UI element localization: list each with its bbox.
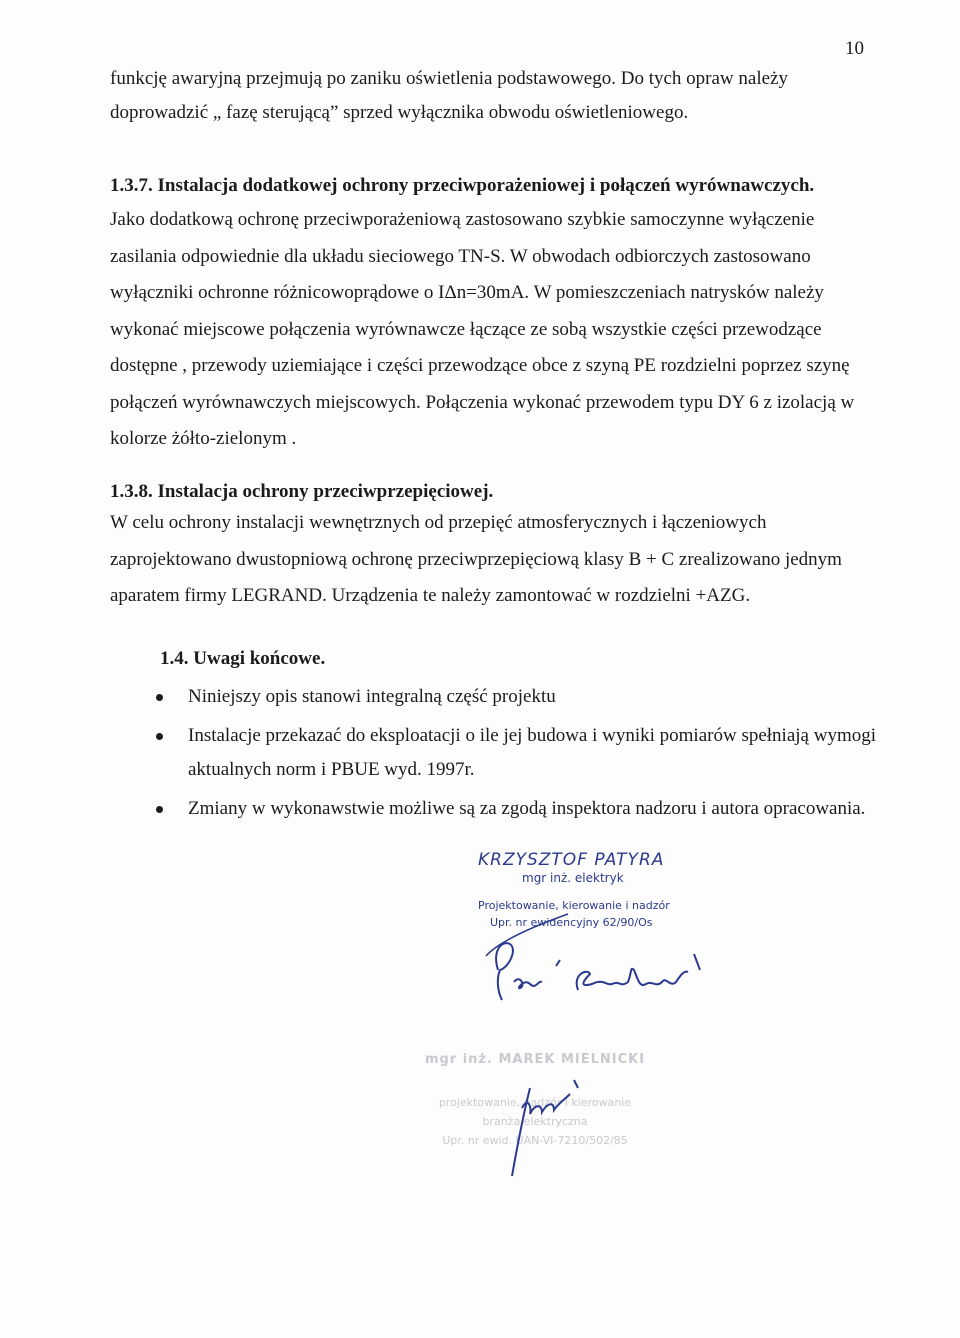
handwritten-signature-1 bbox=[480, 930, 740, 1010]
list-item bbox=[150, 719, 890, 787]
text-line: wykonać miejscowe połączenia wyrównawcze łączące ze sobą wszystkie części przewodzące bbox=[110, 318, 822, 340]
bullet-icon bbox=[156, 694, 163, 701]
text-line: W celu ochrony instalacji wewnętrznych od przepięć atmosferycznych i łączeniowych bbox=[110, 512, 767, 533]
bullet-icon bbox=[156, 733, 163, 740]
stamp-line: branża elektryczna bbox=[482, 1115, 588, 1128]
section-heading-1-4: 1.4. Uwagi końcowe. bbox=[160, 648, 326, 669]
section-1-3-7-body bbox=[110, 202, 880, 458]
text-line: Jako dodatkową ochronę przeciwporażeniową zastosowano szybkie samoczynne wyłączenie bbox=[110, 209, 815, 230]
page-number: 10 bbox=[845, 38, 864, 59]
stamp-line: Projektowanie, kierowanie i nadzór bbox=[478, 899, 670, 912]
designer-stamp bbox=[478, 850, 670, 931]
stamp-line: Upr. nr ewid. UAN-VI-7210/502/85 bbox=[442, 1134, 628, 1147]
closing-remarks-list bbox=[150, 680, 890, 831]
text-line: zaprojektowano dwustopniową ochronę przeciwprzepięciową klasy B + C zrealizowano jednym bbox=[110, 548, 842, 570]
section-1-3-8-body bbox=[110, 505, 880, 615]
section-heading-1-3-8: 1.3.8. Instalacja ochrony przeciwprzepięciowej. bbox=[110, 481, 494, 502]
text-line: kolorze żółto-zielonym . bbox=[110, 428, 297, 449]
text-line: zasilania odpowiednie dla układu sieciowego TN-S. W obwodach odbiorczych zastosowano bbox=[110, 245, 811, 267]
stamp-name: mgr inż. MAREK MIELNICKI bbox=[424, 1052, 646, 1067]
stamp-name: KRZYSZTOF PATYRA bbox=[478, 850, 665, 870]
section-heading-1-3-7: 1.3.7. Instalacja dodatkowej ochrony przeciwporażeniowej i połączeń wyrównawczych. bbox=[110, 175, 815, 196]
list-item-text: Zmiany w wykonawstwie możliwe są za zgodą inspektora nadzoru i autora opracowania. bbox=[188, 798, 866, 819]
text-line: dostępne , przewody uziemiające i części przewodzące obce z szyną PE rozdzielni poprzez szynę bbox=[110, 355, 850, 376]
list-item bbox=[150, 792, 890, 826]
list-item-text: Instalacje przekazać do eksploatacji o ile jej budowa i wyniki pomiarów spełniają wymogi aktualnych norm i PBUE wyd. 1997r. bbox=[188, 725, 876, 780]
intro-paragraph bbox=[110, 62, 810, 130]
text-line: wyłączniki ochronne różnicowoprądowe o IΔn=30mA. W pomieszczeniach natrysków należy bbox=[110, 282, 824, 303]
text-line: aparatem firmy LEGRAND. Urządzenia te należy zamontować w rozdzielni +AZG. bbox=[110, 585, 751, 606]
stamp-line: projektowanie, nadzór i kierowanie bbox=[438, 1096, 632, 1109]
stamp-title: mgr inż. elektryk bbox=[522, 871, 624, 885]
stamp-line: Upr. nr ewidencyjny 62/90/Os bbox=[490, 916, 653, 929]
text-line: doprowadzić „ fazę sterującą” sprzed wyłącznika obwodu oświetleniowego. bbox=[110, 102, 689, 123]
text-line: połączeń wyrównawczych miejscowych. Połączenia wykonać przewodem typu DY 6 z izolacją w bbox=[110, 391, 855, 413]
list-item-text: Niniejszy opis stanowi integralną część projektu bbox=[188, 686, 556, 707]
text-line: funkcję awaryjną przejmują po zaniku oświetlenia podstawowego. Do tych opraw należy bbox=[110, 68, 788, 89]
list-item bbox=[150, 680, 890, 714]
bullet-icon bbox=[156, 806, 163, 813]
handwritten-signature-2 bbox=[500, 1072, 590, 1182]
